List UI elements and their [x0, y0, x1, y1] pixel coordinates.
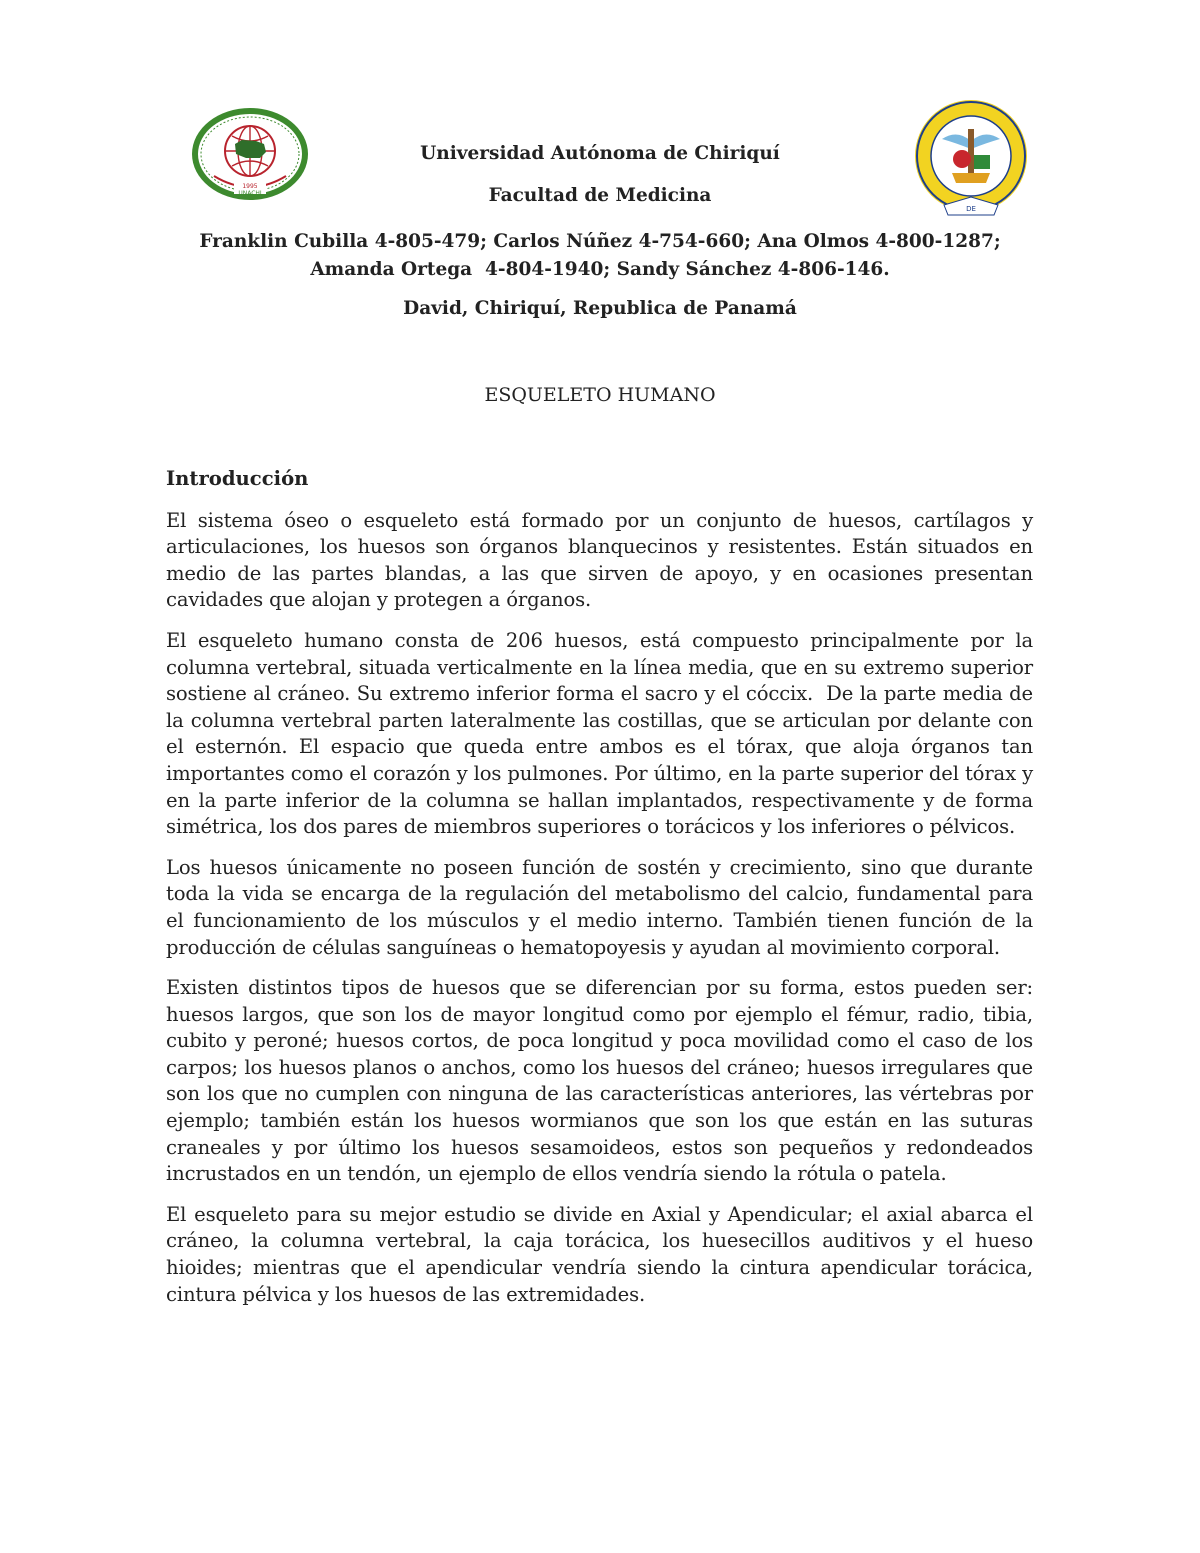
paragraph: El esqueleto para su mejor estudio se divide en Axial y Apendicular; el axial abarca el cráneo, la columna vertebral, la caja torácica, los huesecillos auditivos y el hueso hioides; mientras que el apendicular vendría siendo la cintura apendicular torácica, cintura pélvica y los huesos de las extremidades. [166, 1202, 1033, 1306]
seal-acronym: UNACHI [238, 190, 262, 197]
paragraph: El sistema óseo o esqueleto está formado por un conjunto de huesos, cartílagos y articulaciones, los huesos son órganos blanquecinos y resistentes. Están situados en medio de las partes blandas, a las que sirven de apoyo, y en ocasiones presentan cavidades que alojan y protegen a órganos. [166, 508, 1033, 612]
seal-year: 1995 [242, 183, 258, 190]
seal-ribbon-text: DE [966, 205, 976, 213]
section-heading: Introducción [166, 467, 309, 490]
university-name: Universidad Autónoma de Chiriquí [420, 143, 780, 164]
paragraph: Los huesos únicamente no poseen función de sostén y crecimiento, sino que durante toda la vida se encarga de la regulación del metabolismo del calcio, fundamental para el funcionamiento de los músculos y el medio interno. También tienen función de la producción de células sanguíneas o hematopoyesis y ayudan al movimiento corporal. [166, 855, 1033, 959]
authors-line-2: Amanda Ortega 4-804-1940; Sandy Sánchez 4-806-146. [310, 259, 890, 280]
paragraph: Existen distintos tipos de huesos que se diferencian por su forma, estos pueden ser: huesos largos, que son los de mayor longitud como por ejemplo el fémur, radio, tibia, cubito y peroné; huesos cortos, de poca longitud y poca movilidad como el caso de los carpos; los huesos planos o anchos, como los huesos del cráneo; huesos irregulares que son los que no cumplen con ninguna de las características anteriores, las vértebras por ejemplo; también están los huesos wormianos que son los que están en las suturas craneales y por último los huesos sesamoideos, estos son pequeños y redondeados incrustados en un tendón, un ejemplo de ellos vendría siendo la rótula o patela. [166, 976, 1033, 1186]
faculty-name: Facultad de Medicina [488, 185, 712, 206]
paragraph: El esqueleto humano consta de 206 huesos, está compuesto principalmente por la columna vertebral, situada verticalmente en la línea media, que en su extremo superior sostiene al cráneo. Su extremo inferior forma el sacro y el cóccix. De la parte media de la columna vertebral parten lateralmente las costillas, que se articulan por delante con el esternón. El espacio que queda entre ambos es el tórax, que aloja órganos tan importantes como el corazón y los pulmones. Por último, en la parte superior del tórax y en la parte inferior de la columna se hallan implantados, respectivamente y de forma simétrica, los dos pares de miembros superiores o torácicos y los inferiores o pélvicos. [166, 628, 1040, 839]
authors-line-1: Franklin Cubilla 4-805-479; Carlos Núñez 4-754-660; Ana Olmos 4-800-1287; [199, 231, 1001, 252]
authors-block [160, 228, 1040, 284]
document-body [166, 466, 1040, 1322]
document-title: ESQUELETO HUMANO [484, 384, 716, 406]
location-line: David, Chiriquí, Republica de Panamá [403, 298, 797, 319]
